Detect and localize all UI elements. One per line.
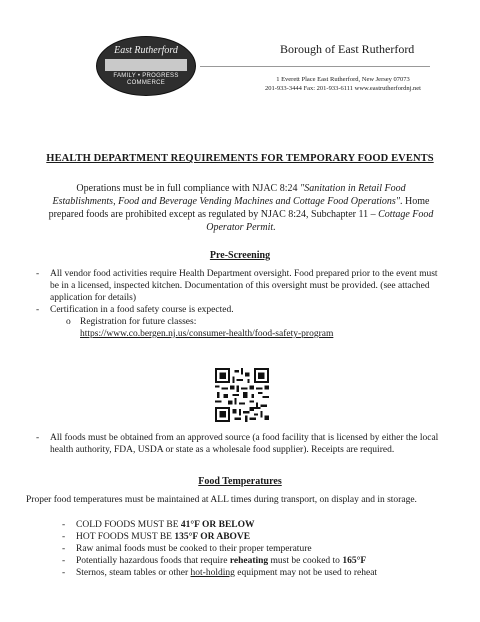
prescreening-bullet-1: All vendor food activities require Health Department oversight. Food prepared prior to the event must be in a licensed, inspected kitchen. Documentation of this oversight must be provided. (see attached application for details)	[50, 269, 438, 303]
dash-marker: -	[62, 568, 66, 578]
dash-marker: -	[62, 556, 66, 566]
logo-tagline-2: COMMERCE	[126, 80, 166, 86]
cold-foods-text: COLD FOODS MUST BE	[76, 520, 181, 530]
prescreening-sublist	[50, 316, 446, 340]
logo-image-band	[105, 59, 187, 71]
address-line-2: 201-933-3444 Fax: 201-933-6111 www.eastrutherfordnj.net	[265, 85, 421, 92]
cold-foods-temp: 41°F OR BELOW	[180, 520, 255, 530]
list-item	[36, 432, 446, 456]
intro-text-2: . Home prepared foods are prohibited except as regulated by NJAC 8:24, Subchapter 11 –	[48, 196, 430, 220]
dash-marker: -	[62, 532, 66, 542]
sub-marker: o	[66, 317, 71, 327]
address-line-1: 1 Everett Place East Rutherford, New Jersey 07073	[276, 76, 410, 83]
dash-marker: -	[36, 433, 40, 443]
registration-label: Registration for future classes:	[80, 317, 197, 327]
dash-marker: -	[36, 269, 40, 279]
intro-text-1: Operations must be in full compliance with NJAC 8:24	[76, 183, 300, 194]
list-item	[62, 531, 442, 543]
registration-link[interactable]: https://www.co.bergen.nj.us/consumer-health/food-safety-program	[80, 329, 334, 339]
prescreening-list-continued	[36, 432, 446, 456]
prescreening-bullet-3: All foods must be obtained from an approved source (a food facility that is licensed by either the local health authority, FDA, USDA or state as a wholesale food supplier). Receipts are required.	[50, 433, 439, 455]
hot-foods-temp: 135°F OR ABOVE	[174, 532, 251, 542]
temperatures-heading: Food Temperatures	[198, 476, 282, 487]
hot-holding-link[interactable]: hot-holding	[190, 568, 235, 578]
dash-marker: -	[62, 544, 66, 554]
dash-marker: -	[62, 520, 66, 530]
header-divider	[200, 66, 430, 67]
prescreening-bullet-2: Certification in a food safety course is expected.	[50, 305, 234, 315]
reheat-text-2: must be cooked to	[268, 556, 343, 566]
sterno-text-1: Sternos, steam tables or other	[76, 568, 191, 578]
borough-name: Borough of East Rutherford	[280, 42, 415, 56]
reheat-temp: 165°F	[342, 556, 367, 566]
list-item	[62, 519, 442, 531]
dash-marker: -	[36, 305, 40, 315]
list-item	[66, 316, 446, 340]
list-item	[36, 268, 446, 304]
list-item	[62, 567, 442, 579]
prescreening-list	[36, 268, 446, 340]
prescreening-heading: Pre-Screening	[209, 250, 271, 261]
reheat-keyword: reheating	[229, 556, 269, 566]
raw-foods-text: Raw animal foods must be cooked to their proper temperature	[76, 544, 312, 554]
list-item	[62, 555, 442, 567]
qr-code-image	[215, 368, 269, 422]
borough-logo	[96, 36, 196, 96]
list-item	[62, 543, 442, 555]
logo-title: East Rutherford	[114, 45, 178, 56]
intro-permit-name: Cottage Food Operator Permit.	[206, 209, 434, 233]
temperatures-paragraph: Proper food temperatures must be maintained at ALL times during transport, on display and in storage.	[26, 495, 417, 505]
page-title: HEALTH DEPARTMENT REQUIREMENTS FOR TEMPORARY FOOD EVENTS	[46, 153, 434, 164]
intro-regulation-title: "Sanitation in Retail Food Establishments, Food and Beverage Vending Machines and Cottage Food Operations"	[52, 183, 406, 207]
reheat-text-1: Potentially hazardous foods that require	[76, 556, 230, 566]
sterno-text-2: equipment may not be used to reheat	[234, 568, 378, 578]
list-item	[36, 304, 446, 340]
address-block	[230, 75, 456, 93]
hot-foods-text: HOT FOODS MUST BE	[76, 532, 175, 542]
intro-paragraph	[46, 182, 436, 234]
temperatures-list	[62, 519, 442, 579]
logo-tagline-1: FAMILY • PROGRESS	[113, 73, 179, 79]
